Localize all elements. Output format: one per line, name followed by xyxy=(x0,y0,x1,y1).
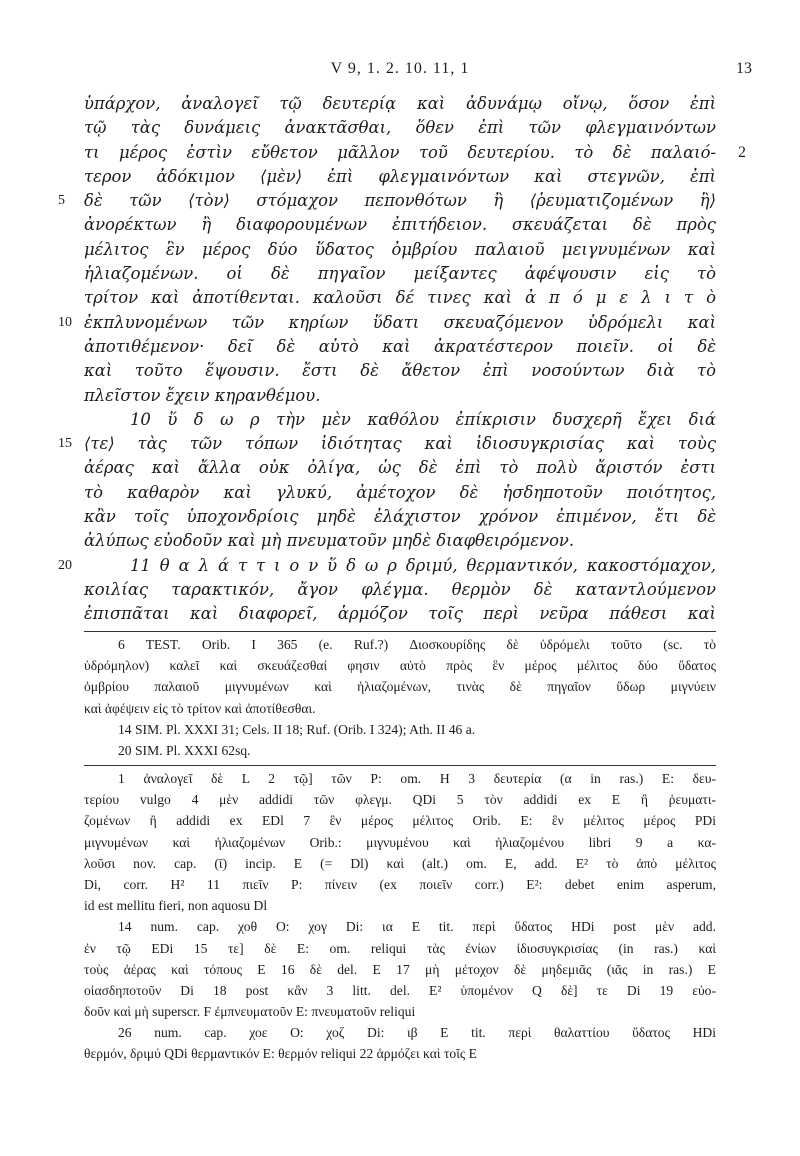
apparatus-line-content: λοῦσι nov. cap. (ῑ) incip. E (= Dl) καὶ (alt.) om. E, add. E² τὸ ἀπὸ μέλιτος xyxy=(84,855,716,871)
text-line xyxy=(84,578,716,602)
text-line xyxy=(84,165,716,189)
text-line-content: ἀλύπως εὐοδοῦν καὶ μὴ πνευματοῦν μηδὲ διαφθειρόμενον. xyxy=(84,531,575,551)
main-text xyxy=(58,92,746,627)
page-number: 13 xyxy=(736,60,752,77)
testimonia-line-content: ὀμβρίου παλαιοῦ μιγνυμένων καὶ ἡλιαζομένων, τινὰς δὲ πηγαῖον ὕδωρ μιγνύειν xyxy=(84,679,716,695)
text-line-content: κἂν τοῖς ὑποχονδρίοις μηδὲ ἐλάχιστον χρόνον ἐπιμένον, ἔτι δὲ xyxy=(84,507,716,527)
line-number: 10 xyxy=(58,314,72,330)
testimonia-line-content: 6 TEST. Orib. I 365 (e. Ruf.?) Διοσκουρίδης δὲ ὑδρόμελι τοῦτο (sc. τὸ xyxy=(118,637,716,652)
apparatus-line-content: 14 num. cap. χοθ O: χογ Di: ια E tit. περὶ ὕδατος HDi post μὲν add. xyxy=(118,919,716,935)
apparatus-line-content: θερμόν, δριμύ QDi θερμαντικόν E: θερμόν reliqui 22 ἁρμόζει καὶ τοῖς E xyxy=(84,1046,477,1062)
text-line xyxy=(84,213,716,237)
testimonia-line xyxy=(84,698,716,719)
testimonia-line-content: καὶ ἀφέψειν εἰς τὸ τρίτον καὶ ἀποτίθεσθαι. xyxy=(84,700,316,716)
apparatus-line-content: 1 ἀναλογεῖ δὲ L 2 τῷ] τῶν P: om. H 3 δευτερία (α in ras.) E: δευ- xyxy=(118,771,716,786)
apparatus-line xyxy=(84,810,716,831)
running-head: V 9, 1. 2. 10. 11, 1 xyxy=(330,60,470,77)
testimonia-line xyxy=(84,655,716,676)
page-header xyxy=(84,60,752,84)
apparatus-block xyxy=(84,768,716,1065)
testimonia-line xyxy=(84,719,716,740)
text-line xyxy=(84,262,716,286)
text-line xyxy=(84,92,716,116)
apparatus-rule xyxy=(84,765,716,766)
text-line xyxy=(58,311,716,335)
text-line xyxy=(84,602,716,626)
text-line-content: τρίτον καὶ ἀποτίθενται. καλοῦσι δέ τινες καὶ ἀ π ό μ ε λ ι τ ὸ xyxy=(84,288,716,308)
testimonia-block xyxy=(84,634,716,761)
apparatus-line-content: οἱασδηποτοῦν Di 18 post κἂν 3 litt. del. E² ὑπομένον Q δὲ] τε Di 19 εὐο- xyxy=(84,982,716,998)
testimonia-line-content: ὑδρόμηλον) καλεῖ καὶ σκευάζεσθαί φησιν αὐτὸ πρὸς ἓν μέρος μέλιτος δύο ὕδατος xyxy=(84,658,716,674)
testimonia-line-content: 14 SIM. Pl. XXXI 31; Cels. II 18; Ruf. (Orib. I 324); Ath. II 46 a. xyxy=(118,721,476,737)
text-line-content: τι μέρος ἐστὶν εὔθετον μᾶλλον τοῦ δευτερίου. τὸ δὲ παλαιό- xyxy=(84,142,716,162)
text-line-content: ἐπισπᾶται καὶ διαφορεῖ, ἁρμόζον τοῖς περὶ νεῦρα πάθεσι καὶ xyxy=(84,604,716,624)
text-line xyxy=(58,554,716,578)
text-line xyxy=(84,335,716,359)
margin-number: 2 xyxy=(738,143,746,161)
text-line xyxy=(84,481,716,505)
apparatus-line-content: id est mellitu fieri, non aquosu Dl xyxy=(84,898,268,914)
text-line-content: ἀποτιθέμενον· δεῖ δὲ αὐτὸ καὶ ἀκρατέστερον ποιεῖν. οἱ δὲ xyxy=(84,336,716,356)
apparatus-line xyxy=(84,1022,716,1043)
apparatus-line-content: ζομένων ἢ addidi ex EDl 7 ἓν μέρος μέλιτος Orib. E: ἓν μέλιτος μέρος PDi xyxy=(84,813,716,829)
text-line-content: ⟨τε⟩ τὰς τῶν τόπων ἰδιότητας καὶ ἰδιοσυγκρισίας καὶ τοὺς xyxy=(84,434,716,454)
text-line-content: τῷ τὰς δυνάμεις ἀνακτᾶσθαι, ὅθεν ἐπὶ τῶν φλεγμαινόντων xyxy=(84,118,716,138)
apparatus-line xyxy=(84,980,716,1001)
testimonia-line xyxy=(84,634,716,655)
apparatus-line xyxy=(84,1043,716,1064)
testimonia-line-content: 20 SIM. Pl. XXXI 62sq. xyxy=(118,742,251,758)
apparatus-line xyxy=(84,853,716,874)
text-line-content: ὑπάρχον, ἀναλογεῖ τῷ δευτερίᾳ καὶ ἀδυνάμῳ οἴνῳ, ὅσον ἐπὶ xyxy=(84,94,716,113)
text-line xyxy=(84,359,716,383)
apparatus-line-content: τερίου vulgo 4 μὲν addidi τῶν φλεγμ. QDi 5 τὸν addidi ex E ἢ ῥευματι- xyxy=(84,792,716,808)
line-number: 20 xyxy=(58,557,72,573)
apparatus-line-content: 26 num. cap. χοε O: χοζ Di: ιβ E tit. περὶ θαλαττίου ὕδατος HDi xyxy=(118,1025,716,1041)
text-line xyxy=(84,456,716,480)
text-line xyxy=(84,505,716,529)
text-line-content: 10 ὕ δ ω ρ τὴν μὲν καθόλου ἐπίκρισιν δυσχερῆ ἔχει διά xyxy=(130,409,716,429)
text-line-content: κοιλίας ταρακτικόν, ἄγον φλέγμα. θερμὸν δὲ καταντλούμενον xyxy=(84,579,716,599)
apparatus-line-content: τοὺς ἀέρας καὶ τόπους E 16 δὲ del. E 17 μὴ μέτοχον δὲ μηδεμιᾶς (ιᾶς in ras.) E xyxy=(84,961,716,977)
apparatus-line xyxy=(84,874,716,895)
text-line xyxy=(84,238,716,262)
text-line xyxy=(84,384,716,408)
apparatus-line xyxy=(84,895,716,916)
text-line xyxy=(58,189,716,213)
apparatus-line xyxy=(84,789,716,810)
text-line-content: τὸ καθαρὸν καὶ γλυκύ, ἀμέτοχον δὲ ἡσδηποτοῦν ποιότητος, xyxy=(84,482,716,502)
text-line-content: δὲ τῶν ⟨τὸν⟩ στόμαχον πεπονθότων ἢ ⟨ῥευματιζομένων ἢ⟩ xyxy=(84,191,716,211)
text-line xyxy=(84,529,716,553)
apparatus-line xyxy=(84,832,716,853)
text-line xyxy=(84,408,716,432)
testimonia-rule xyxy=(84,631,716,632)
line-number: 15 xyxy=(58,436,72,452)
apparatus-line-content: Di, corr. H² 11 πιεῖν P: πίνειν (ex ποιεῖν corr.) E²: debet enim asperum, xyxy=(84,876,716,892)
text-line-content: ἀέρας καὶ ἄλλα οὐκ ὀλίγα, ὡς δὲ ἐπὶ τὸ πολὺ ἄριστόν ἐστι xyxy=(84,458,716,478)
text-line-content: καὶ τοῦτο ἕψουσιν. ἔστι δὲ ἄθετον ἐπὶ νοσούντων διὰ τὸ xyxy=(84,361,716,381)
apparatus-line xyxy=(84,959,716,980)
text-line-content: 11 θ α λ ά τ τ ι ο ν ὕ δ ω ρ δριμύ, θερμαντικόν, κακοστόμαχον, xyxy=(130,555,716,575)
apparatus-line-content: δοῦν καὶ μὴ superscr. F ἐμπνευματοῦν E: πνευματοῦν reliqui xyxy=(84,1004,416,1020)
text-line-content: πλεῖστον ἔχειν κηρανθέμου. xyxy=(84,385,321,405)
testimonia-line xyxy=(84,740,716,761)
text-line-content: τερον ἀδόκιμον ⟨μὲν⟩ ἐπὶ φλεγμαινόντων καὶ στεγνῶν, ἐπὶ xyxy=(84,166,716,186)
apparatus-line xyxy=(84,916,716,937)
text-line-content: ἀνορέκτων ἢ διαφορουμένων ἐπιτήδειον. σκευάζεται δὲ πρὸς xyxy=(84,215,716,235)
text-line xyxy=(84,141,746,165)
text-line-content: ἡλιαζομένων. οἱ δὲ πηγαῖον μείξαντες ἀφέψουσιν εἰς τὸ xyxy=(84,264,716,284)
text-line-content: ἐκπλυνομένων τῶν κηρίων ὕδατι σκευαζόμενον ὑδρόμελι καὶ xyxy=(84,312,716,332)
text-line xyxy=(84,286,716,310)
testimonia-line xyxy=(84,676,716,697)
line-number: 5 xyxy=(58,193,65,209)
apparatus-line xyxy=(84,1001,716,1022)
text-line xyxy=(58,432,716,456)
apparatus-line-content: μιγνυμένων καὶ ἡλιαζομένων Orib.: μιγνυμένου καὶ ἡλιαζομένου libri 9 a κα- xyxy=(84,834,716,850)
apparatus-line-content: ἐν τῷ EDi 15 τε] δὲ E: om. reliqui τὰς ἐνίων ἰδιοσυγκρισίας (in ras.) καὶ xyxy=(84,940,716,956)
text-line xyxy=(84,116,716,140)
text-line-content: μέλιτος ἓν μέρος δύο ὕδατος ὀμβρίου παλαιοῦ μειγνυμένων καὶ xyxy=(84,239,716,259)
apparatus-line xyxy=(84,768,716,789)
apparatus-line xyxy=(84,938,716,959)
